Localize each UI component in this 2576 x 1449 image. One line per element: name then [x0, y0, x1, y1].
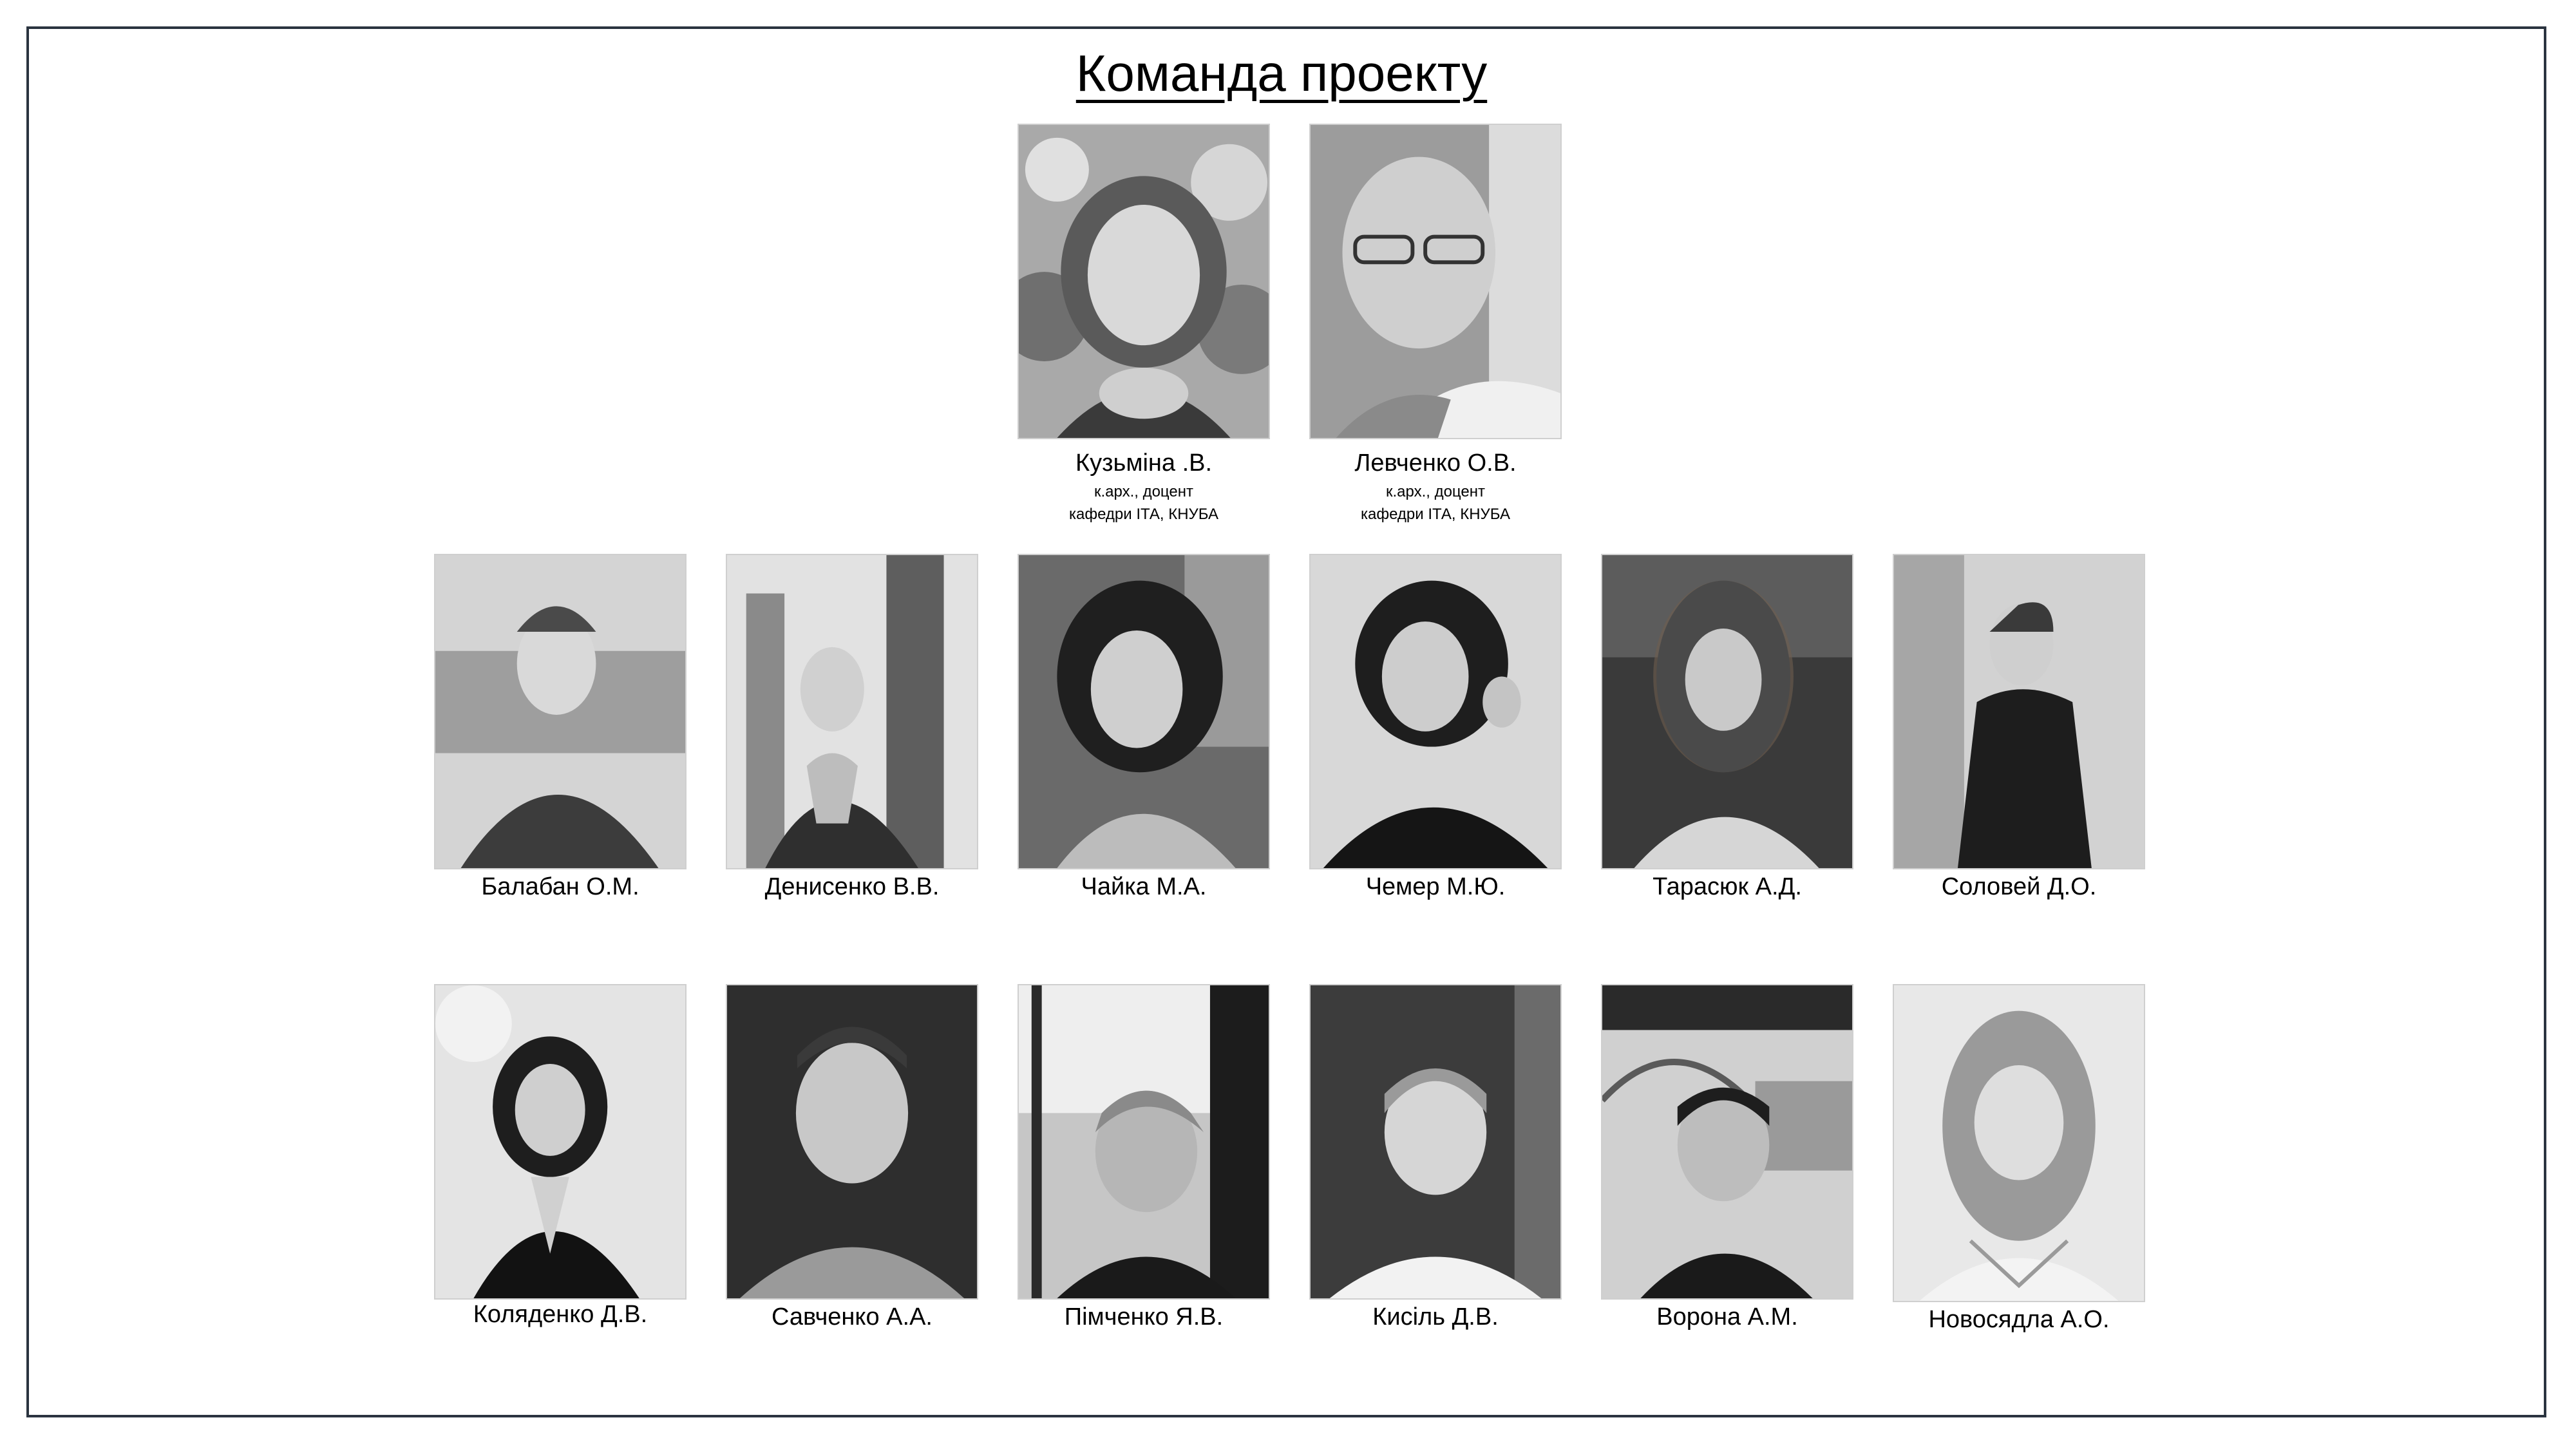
- team-member-card: [434, 554, 687, 900]
- portrait-photo: [1018, 554, 1270, 869]
- team-member-card: [1893, 554, 2145, 900]
- team-member-name: Пімченко Я.В.: [1064, 1303, 1224, 1331]
- team-member-card: [726, 554, 978, 900]
- supervisor-card-kuzmina: [1018, 124, 1270, 523]
- supervisor-role-line1: к.арх., доцент: [1094, 483, 1194, 500]
- page-title: Команда проекту: [1075, 44, 1488, 102]
- supervisor-role-line1: к.арх., доцент: [1385, 483, 1486, 500]
- team-member-name: Чайка М.А.: [1081, 873, 1207, 900]
- team-member-name: Тарасюк А.Д.: [1653, 873, 1802, 900]
- supervisor-card-levchenko: [1309, 124, 1562, 523]
- supervisor-name: Кузьміна .В.: [1075, 450, 1213, 477]
- team-member-name: Савченко А.А.: [772, 1303, 933, 1331]
- team-member-name: Чемер М.Ю.: [1365, 873, 1506, 900]
- supervisor-role-line2: кафедри ІТА, КНУБА: [1360, 506, 1511, 523]
- portrait-photo: [1309, 554, 1562, 869]
- team-member-name: Новосядла А.О.: [1928, 1306, 2110, 1333]
- supervisor-role-line2: кафедри ІТА, КНУБА: [1068, 506, 1219, 523]
- team-member-card: [1601, 984, 1853, 1331]
- supervisor-name: Левченко О.В.: [1354, 450, 1517, 477]
- portrait-photo: [726, 984, 978, 1300]
- portrait-photo: [1309, 124, 1562, 439]
- portrait-photo: [726, 554, 978, 869]
- portrait-photo: [1893, 554, 2145, 869]
- team-member-name: Коляденко Д.В.: [473, 1301, 648, 1328]
- portrait-photo: [1893, 984, 2145, 1302]
- portrait-photo: [1601, 554, 1853, 869]
- team-member-name: Ворона А.М.: [1656, 1303, 1798, 1331]
- portrait-photo: [1601, 984, 1853, 1300]
- portrait-photo: [434, 554, 687, 869]
- team-member-card: [1018, 984, 1270, 1331]
- team-member-name: Кисіль Д.В.: [1372, 1303, 1499, 1331]
- portrait-photo: [1018, 984, 1270, 1300]
- team-member-card: [1601, 554, 1853, 900]
- slide-frame: [26, 26, 2546, 1417]
- team-member-card: [1309, 554, 1562, 900]
- team-member-card: [1018, 554, 1270, 900]
- team-member-card: [434, 984, 687, 1328]
- team-member-name: Денисенко В.В.: [764, 873, 940, 900]
- team-member-name: Балабан О.М.: [481, 873, 639, 900]
- team-member-card: [1893, 984, 2145, 1333]
- team-member-name: Соловей Д.О.: [1941, 873, 2097, 900]
- portrait-photo: [1018, 124, 1270, 439]
- team-member-card: [726, 984, 978, 1331]
- portrait-photo: [434, 984, 687, 1300]
- portrait-photo: [1309, 984, 1562, 1300]
- team-member-card: [1309, 984, 1562, 1331]
